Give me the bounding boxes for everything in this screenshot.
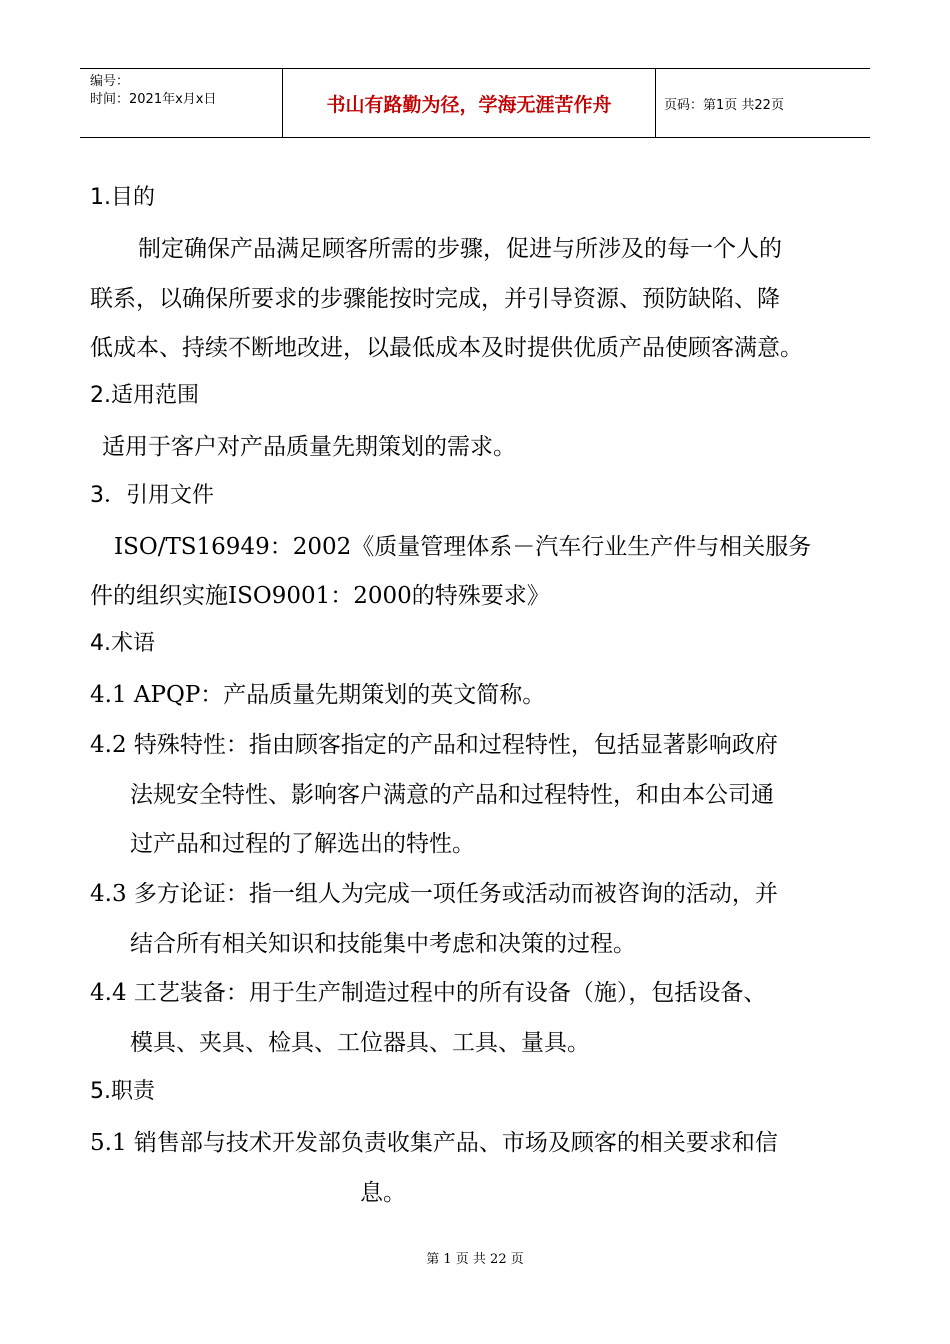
term-4-2: 4.2 特殊特性：指由顾客指定的产品和过程特性，包括显著影响政府 (90, 732, 778, 758)
paragraph-line: 适用于客户对产品质量先期策划的需求。 (102, 434, 516, 460)
paragraph-line: 联系，以确保所要求的步骤能按时完成，并引导资源、预防缺陷、降 (90, 286, 780, 312)
paragraph-line: 法规安全特性、影响客户满意的产品和过程特性，和由本公司通 (130, 782, 774, 808)
paragraph-line: 制定确保产品满足顾客所需的步骤，促进与所涉及的每一个人的 (138, 236, 782, 262)
number-label: 编号： (90, 74, 130, 89)
page-footer: 第 1 页 共 22 页 (426, 1252, 524, 1267)
header-left-cell (80, 69, 282, 137)
date-label: 时间：2021年x月x日 (90, 92, 217, 107)
section-1-title: 1.目的 (90, 185, 155, 210)
paragraph-line: ISO/TS16949：2002《质量管理体系－汽车行业生产件与相关服务 (114, 534, 812, 560)
term-4-3: 4.3 多方论证：指一组人为完成一项任务或活动而被咨询的活动，并 (90, 881, 778, 907)
paragraph-line: 模具、夹具、检具、工位器具、工具、量具。 (130, 1030, 590, 1056)
paragraph-line: 过产品和过程的了解选出的特性。 (130, 831, 475, 857)
section-4-title: 4.术语 (90, 631, 155, 656)
header-page-info: 页码：第1页 共22页 (664, 97, 784, 113)
duty-5-1: 5.1 销售部与技术开发部负责收集产品、市场及顾客的相关要求和信 (90, 1130, 778, 1156)
term-4-4: 4.4 工艺装备：用于生产制造过程中的所有设备（施），包括设备、 (90, 980, 767, 1006)
section-5-title: 5.职责 (90, 1079, 155, 1104)
section-2-title: 2.适用范围 (90, 383, 199, 408)
paragraph-line: 息。 (360, 1180, 406, 1206)
term-4-1: 4.1 APQP：产品质量先期策划的英文简称。 (90, 682, 546, 708)
section-3-title: 3．引用文件 (90, 483, 214, 508)
paragraph-line: 结合所有相关知识和技能集中考虑和决策的过程。 (130, 931, 636, 957)
paragraph-line: 件的组织实施ISO9001：2000的特殊要求》 (90, 583, 550, 609)
paragraph-line: 低成本、持续不断地改进，以最低成本及时提供优质产品使顾客满意。 (90, 335, 803, 361)
header-motto: 书山有路勤为径，学海无涯苦作舟 (282, 69, 656, 137)
page-header (80, 68, 870, 138)
